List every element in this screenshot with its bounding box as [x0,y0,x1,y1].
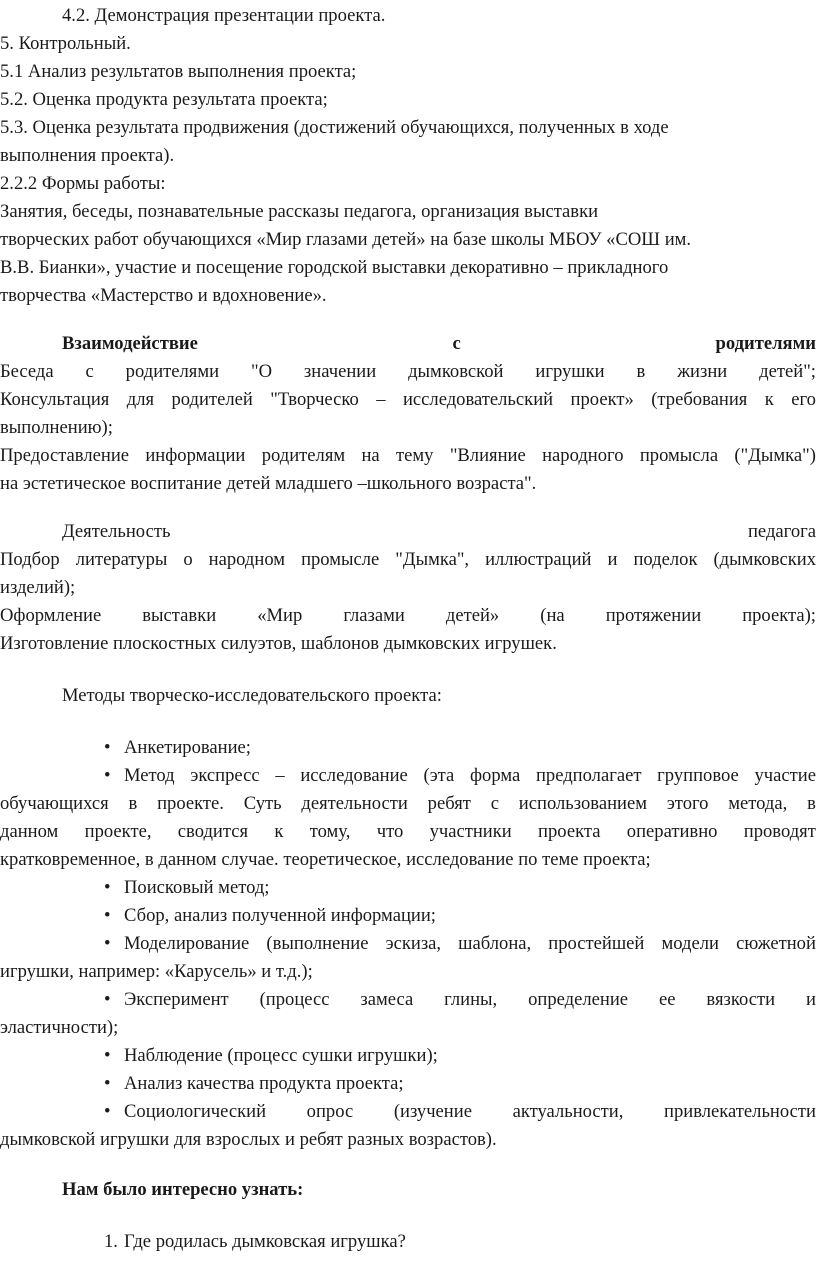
word: на [361,445,380,466]
word: обучающихся [0,793,109,814]
word: форма [469,765,521,786]
list-item: • Сбор, анализ полученной информации; [104,902,816,929]
word: проекта [538,821,601,842]
heading-word: Взаимодействие [62,333,198,354]
word: Метод [124,765,175,786]
word: глины, [444,989,498,1010]
text-line: выполнению); [0,417,113,438]
word: родителей [171,389,253,410]
word: исследование [300,765,408,786]
word: оперативно [626,821,718,842]
text-line: дымковской игрушки для взрослых и ребят разных возрастов). [0,1129,497,1150]
list-item [104,762,816,789]
word: «Мир [257,605,303,626]
word: для [126,389,155,410]
word: проекте, [84,821,152,842]
word: народном [208,549,286,570]
text-line: 5.1 Анализ результатов выполнения проекта; [0,61,357,82]
justified-line [0,818,816,845]
word: что [376,821,404,842]
word: с [490,793,499,814]
word: "Влияние [449,445,526,466]
section-heading-forms: 2.2.2 Формы работы: [0,173,166,194]
heading-word: педагога [747,521,816,542]
text-line: творческих работ обучающихся «Мир глазами детей» на базе школы МБОУ «СОШ им. [0,229,692,250]
word: сюжетной [736,933,816,954]
word: в [128,793,138,814]
word: эскиза, [385,933,442,954]
bullet-icon: • [104,1101,111,1122]
list-item [104,986,816,1013]
word: "Творческо [270,389,359,410]
bullet-icon: • [104,737,111,758]
word: иллюстраций [485,549,592,570]
word: – [376,389,386,410]
word: (дымковских [713,549,816,570]
text-line: 4.2. Демонстрация презентации проекта. [62,5,386,26]
word: "О [250,361,273,382]
text-line: кратковременное, в данном случае. теоретическое, исследование по теме проекта; [0,849,651,870]
item-text: Где родилась дымковская игрушка? [124,1231,406,1252]
word: (выполнение [266,933,369,954]
bullet-icon: • [104,877,111,898]
word: метода, [728,793,788,814]
word: родителями [125,361,220,382]
justified-line [0,790,816,817]
word: значении [303,361,377,382]
word: – [275,765,285,786]
word: ее [658,989,676,1010]
word: этого [666,793,709,814]
text-line: на эстетическое воспитание детей младшего –школьного возраста". [0,473,537,494]
word: предполагает [535,765,642,786]
text-line: 5.3. Оценка результата продвижения (достижений обучающихся, полученных в ходе [0,117,669,138]
word: игрушки [535,361,605,382]
text-line: эластичности); [0,1017,119,1038]
word: с [85,361,94,382]
word: к [274,821,284,842]
word: жизни [677,361,728,382]
word: тому, [309,821,351,842]
word: дымковской [408,361,504,382]
word: Предоставление [0,445,130,466]
word: Беседа [0,361,54,382]
word: использованием [518,793,648,814]
word: детей» [445,605,500,626]
word: проект» [570,389,634,410]
section-heading-questions: Нам было интересно узнать: [62,1179,304,1200]
word: (процесс [259,989,330,1010]
word: Суть [243,793,282,814]
word: "Дымка", [395,549,470,570]
heading-word: Деятельность [62,521,171,542]
word: Эксперимент [124,989,229,1010]
word: проекта); [742,605,816,626]
list-item: • Поисковый метод; [104,874,816,901]
word: участие [754,765,816,786]
word: и [805,989,816,1010]
text-line: В.В. Бианки», участие и посещение городской выставки декоративно – прикладного [0,257,669,278]
heading-word: родителями [715,333,816,354]
section-heading-methods: Методы творческо-исследовательского проекта: [62,685,442,706]
word: проекте. [157,793,224,814]
word: Консультация [0,389,110,410]
text-line: изделий); [0,577,76,598]
word: групповое [657,765,739,786]
word: определение [528,989,629,1010]
bullet-icon: • [104,1045,111,1066]
word: протяжении [605,605,702,626]
word: Социологический [124,1101,267,1122]
bullet-icon: • [104,989,111,1010]
bullet-icon: • [104,765,111,786]
word: промысла [639,445,719,466]
justified-line [0,442,816,469]
text-line: игрушки, например: «Карусель» и т.д.); [0,961,313,982]
word: народного [542,445,624,466]
word: литературы [75,549,168,570]
word: выставки [142,605,217,626]
justified-line [0,358,816,385]
word: информации [145,445,246,466]
justified-line [0,546,816,573]
word: родителям [261,445,346,466]
word: в [807,793,816,814]
word: и [607,549,618,570]
word: о [183,549,193,570]
word: актуальности, [512,1101,624,1122]
word: (эта [423,765,455,786]
word: участники [429,821,512,842]
word: Подбор [0,549,60,570]
text-line: Изготовление плоскостных силуэтов, шаблонов дымковских игрушек. [0,633,557,654]
word: сводится [177,821,249,842]
word: тему [396,445,434,466]
text-line: 5.2. Оценка продукта результата проекта; [0,89,328,110]
list-item: • Наблюдение (процесс сушки игрушки); [104,1042,816,1069]
bullet-icon: • [104,1073,111,1094]
heading-word: с [452,333,461,354]
text-line: выполнения проекта). [0,145,175,166]
word: экспресс [190,765,260,786]
word: (на [540,605,565,626]
bullet-icon: • [104,933,111,954]
word: данном [0,821,59,842]
word: (требования [651,389,748,410]
word: шаблона, [458,933,532,954]
word: привлекательности [664,1101,816,1122]
word: вязкости [706,989,776,1010]
text-line: творчества «Мастерство и вдохновение». [0,285,327,306]
list-item: • Анкетирование; [104,734,816,761]
word: глазами [343,605,405,626]
word: ребят [427,793,471,814]
word: поделок [633,549,698,570]
section-heading-teacher [62,518,816,545]
numbered-item [104,1228,816,1255]
word: к [764,389,774,410]
bullet-icon: • [104,905,111,926]
word: ("Дымка") [734,445,816,466]
item-number: 1. [104,1231,118,1252]
word: в [636,361,646,382]
word: промысле [301,549,380,570]
word: опрос [306,1101,354,1122]
list-item [104,930,816,957]
word: модели [661,933,719,954]
justified-line [0,386,816,413]
text-line: Занятия, беседы, познавательные рассказы педагога, организация выставки [0,201,599,222]
word: простейшей [548,933,645,954]
list-item: • Анализ качества продукта проекта; [104,1070,816,1097]
section-heading-parents [62,330,816,357]
word: замеса [360,989,414,1010]
word: проводят [743,821,816,842]
list-item [104,1098,816,1125]
word: детей"; [759,361,816,382]
word: деятельности [301,793,408,814]
word: исследовательский [402,389,554,410]
text-line: 5. Контрольный. [0,33,131,54]
word: его [791,389,816,410]
word: (изучение [393,1101,472,1122]
word: Моделирование [124,933,250,954]
word: Оформление [0,605,102,626]
justified-line [0,602,816,629]
